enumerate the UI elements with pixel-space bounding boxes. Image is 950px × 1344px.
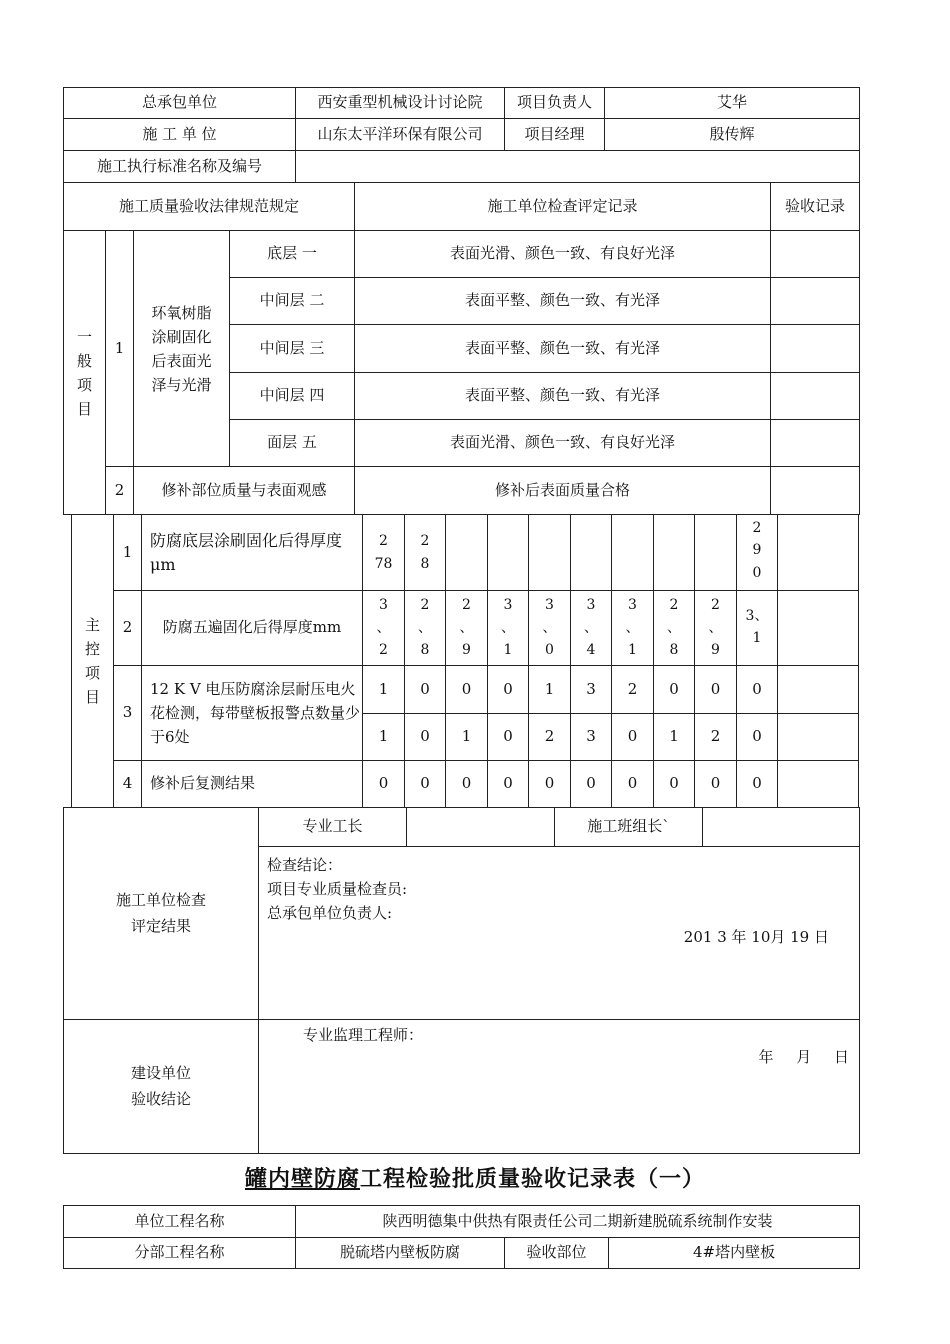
general-item2-title: 修补部位质量与表面观感 — [134, 467, 355, 515]
standard-value — [296, 151, 860, 183]
main-item-number: 3 — [114, 666, 142, 761]
measure-value: 1 — [654, 714, 695, 761]
column-record-header: 施工单位检查评定记录 — [355, 183, 771, 231]
general-contractor-value: 西安重型机械设计讨论院 — [296, 88, 505, 119]
main-item-title: 修补后复测结果 — [142, 761, 363, 808]
measure-value: 2 、 9 — [695, 591, 737, 666]
measure-value: 0 — [405, 761, 446, 808]
measure-value: 1 — [529, 666, 571, 714]
project-lead-label: 项目负责人 — [505, 88, 605, 119]
main-acceptance — [778, 591, 859, 666]
unit-project-value: 陕西明德集中供热有限责任公司二期新建脱硫系统制作安装 — [296, 1206, 860, 1238]
measure-value: 0 — [695, 666, 737, 714]
conclusion-label: 检查结论： — [267, 856, 343, 874]
header-table — [63, 87, 860, 183]
measure-value — [654, 515, 695, 591]
measure-value — [571, 515, 612, 591]
measure-value: 2 — [695, 714, 737, 761]
foreman-value — [407, 808, 555, 847]
main-control-table — [71, 514, 859, 808]
layer-result: 表面平整、颜色一致、有光泽 — [355, 325, 771, 373]
measure-value: 0 — [737, 714, 778, 761]
standard-label: 施工执行标准名称及编号 — [64, 151, 296, 183]
layer-result: 表面光滑、颜色一致、有良好光泽 — [355, 420, 771, 467]
measure-value — [612, 515, 654, 591]
supervisor-label: 专业监理工程师： — [303, 1026, 424, 1044]
measure-value: 3 — [571, 714, 612, 761]
measure-value: 0 — [446, 761, 488, 808]
measure-value: 0 — [488, 666, 529, 714]
title-underlined-part: 罐内壁防腐 — [244, 1166, 360, 1192]
sub-project-label: 分部工程名称 — [64, 1238, 296, 1269]
measure-value: 1 — [446, 714, 488, 761]
general-item1-title: 环氧树脂 涂刷固化 后表面光 泽与光滑 — [134, 231, 230, 467]
measure-value: 2 — [612, 666, 654, 714]
measure-value: 0 — [612, 714, 654, 761]
project-manager-label: 项目经理 — [505, 119, 605, 151]
general-item2-acceptance — [771, 467, 860, 515]
document-title — [0, 1162, 950, 1193]
measure-value: 3、 1 — [737, 591, 778, 666]
layer-name: 面层 五 — [230, 420, 355, 467]
measure-value: 0 — [405, 714, 446, 761]
layer-name: 中间层 三 — [230, 325, 355, 373]
measure-value: 3 、 0 — [529, 591, 571, 666]
unit-project-label: 单位工程名称 — [64, 1206, 296, 1238]
measure-value: 3 、 2 — [363, 591, 405, 666]
main-item-number: 2 — [114, 591, 142, 666]
general-items-group-label: 一 般 项 目 — [64, 231, 106, 515]
project-manager-value: 殷传辉 — [605, 119, 860, 151]
measure-value: 0 — [737, 761, 778, 808]
main-acceptance — [778, 666, 859, 714]
measure-value: 0 — [695, 761, 737, 808]
layer-acceptance — [771, 373, 860, 420]
measure-value: 3 — [571, 666, 612, 714]
measure-value — [529, 515, 571, 591]
general-contractor-label: 总承包单位 — [64, 88, 296, 119]
layer-result: 表面光滑、颜色一致、有良好光泽 — [355, 231, 771, 278]
general-item2-number: 2 — [106, 467, 134, 515]
layer-name: 中间层 二 — [230, 278, 355, 325]
construction-unit-label: 施 工 单 位 — [64, 119, 296, 151]
layer-name: 底层 一 — [230, 231, 355, 278]
main-acceptance — [778, 515, 859, 591]
construction-unit-value: 山东太平洋环保有限公司 — [296, 119, 505, 151]
measure-value: 0 — [488, 714, 529, 761]
layer-name: 中间层 四 — [230, 373, 355, 420]
measure-value: 2 、 9 — [446, 591, 488, 666]
conclusion-table — [63, 807, 860, 1154]
main-acceptance — [778, 714, 859, 761]
contractor-lead-label: 总承包单位负责人: — [267, 904, 393, 922]
main-item-title: 防腐底层涂刷固化后得厚度μm — [142, 515, 363, 591]
main-item-title: 防腐五遍固化后得厚度mm — [142, 591, 363, 666]
eval-date: 201 3 年 10月 19 日 — [683, 928, 829, 946]
measure-value: 1 — [363, 714, 405, 761]
measure-value: 0 — [529, 761, 571, 808]
measure-value: 2 、 8 — [654, 591, 695, 666]
inspector-label: 项目专业质量检查员: — [267, 880, 408, 898]
general-item2-result: 修补后表面质量合格 — [355, 467, 771, 515]
measure-value: 3 、 4 — [571, 591, 612, 666]
accept-part-label: 验收部位 — [505, 1238, 609, 1269]
eval-result-label: 施工单位检查 评定结果 — [64, 808, 259, 1020]
title-rest: 工程检验批质量验收记录表（一） — [360, 1166, 706, 1192]
main-item-number: 4 — [114, 761, 142, 808]
measure-value: 0 — [737, 666, 778, 714]
sub-project-value: 脱硫塔内壁板防腐 — [296, 1238, 505, 1269]
supervisor-date: 年 月 日 — [758, 1048, 849, 1066]
layer-acceptance — [771, 325, 860, 373]
measure-value: 2 9 0 — [737, 515, 778, 591]
measure-value: 0 — [612, 761, 654, 808]
measure-value: 2 、 8 — [405, 591, 446, 666]
project-lead-value: 艾华 — [605, 88, 860, 119]
measure-value: 0 — [488, 761, 529, 808]
measure-value — [488, 515, 529, 591]
project-info-table — [63, 1205, 860, 1269]
measure-value: 0 — [446, 666, 488, 714]
measure-value: 0 — [654, 761, 695, 808]
main-acceptance — [778, 761, 859, 808]
owner-acceptance-label: 建设单位 验收结论 — [64, 1020, 259, 1154]
layer-acceptance — [771, 420, 860, 467]
layer-acceptance — [771, 278, 860, 325]
measure-value: 3 、 1 — [612, 591, 654, 666]
measure-value: 3 、 1 — [488, 591, 529, 666]
team-leader-value — [703, 808, 860, 847]
column-acceptance-header: 验收记录 — [771, 183, 860, 231]
column-spec-header: 施工质量验收法律规范规定 — [64, 183, 355, 231]
general-item1-number: 1 — [106, 231, 134, 467]
general-items-table — [63, 182, 860, 515]
owner-acceptance-box — [259, 1020, 860, 1154]
measure-value: 0 — [654, 666, 695, 714]
foreman-label: 专业工长 — [259, 808, 407, 847]
layer-acceptance — [771, 231, 860, 278]
main-item-number: 1 — [114, 515, 142, 591]
measure-value — [446, 515, 488, 591]
measure-value: 1 — [363, 666, 405, 714]
measure-value: 0 — [571, 761, 612, 808]
eval-conclusion-box — [259, 847, 860, 1020]
main-item-title: 12 K V 电压防腐涂层耐压电火花检测，每带壁板报警点数量少于6处 — [142, 666, 363, 761]
measure-value: 0 — [405, 666, 446, 714]
measure-value: 2 — [529, 714, 571, 761]
accept-part-value: 4#塔内壁板 — [609, 1238, 860, 1269]
layer-result: 表面平整、颜色一致、有光泽 — [355, 278, 771, 325]
measure-value: 2 78 — [363, 515, 405, 591]
team-leader-label: 施工班组长` — [555, 808, 703, 847]
measure-value — [695, 515, 737, 591]
measure-value: 2 8 — [405, 515, 446, 591]
layer-result: 表面平整、颜色一致、有光泽 — [355, 373, 771, 420]
measure-value: 0 — [363, 761, 405, 808]
main-control-group-label: 主 控 项 目 — [72, 515, 114, 808]
